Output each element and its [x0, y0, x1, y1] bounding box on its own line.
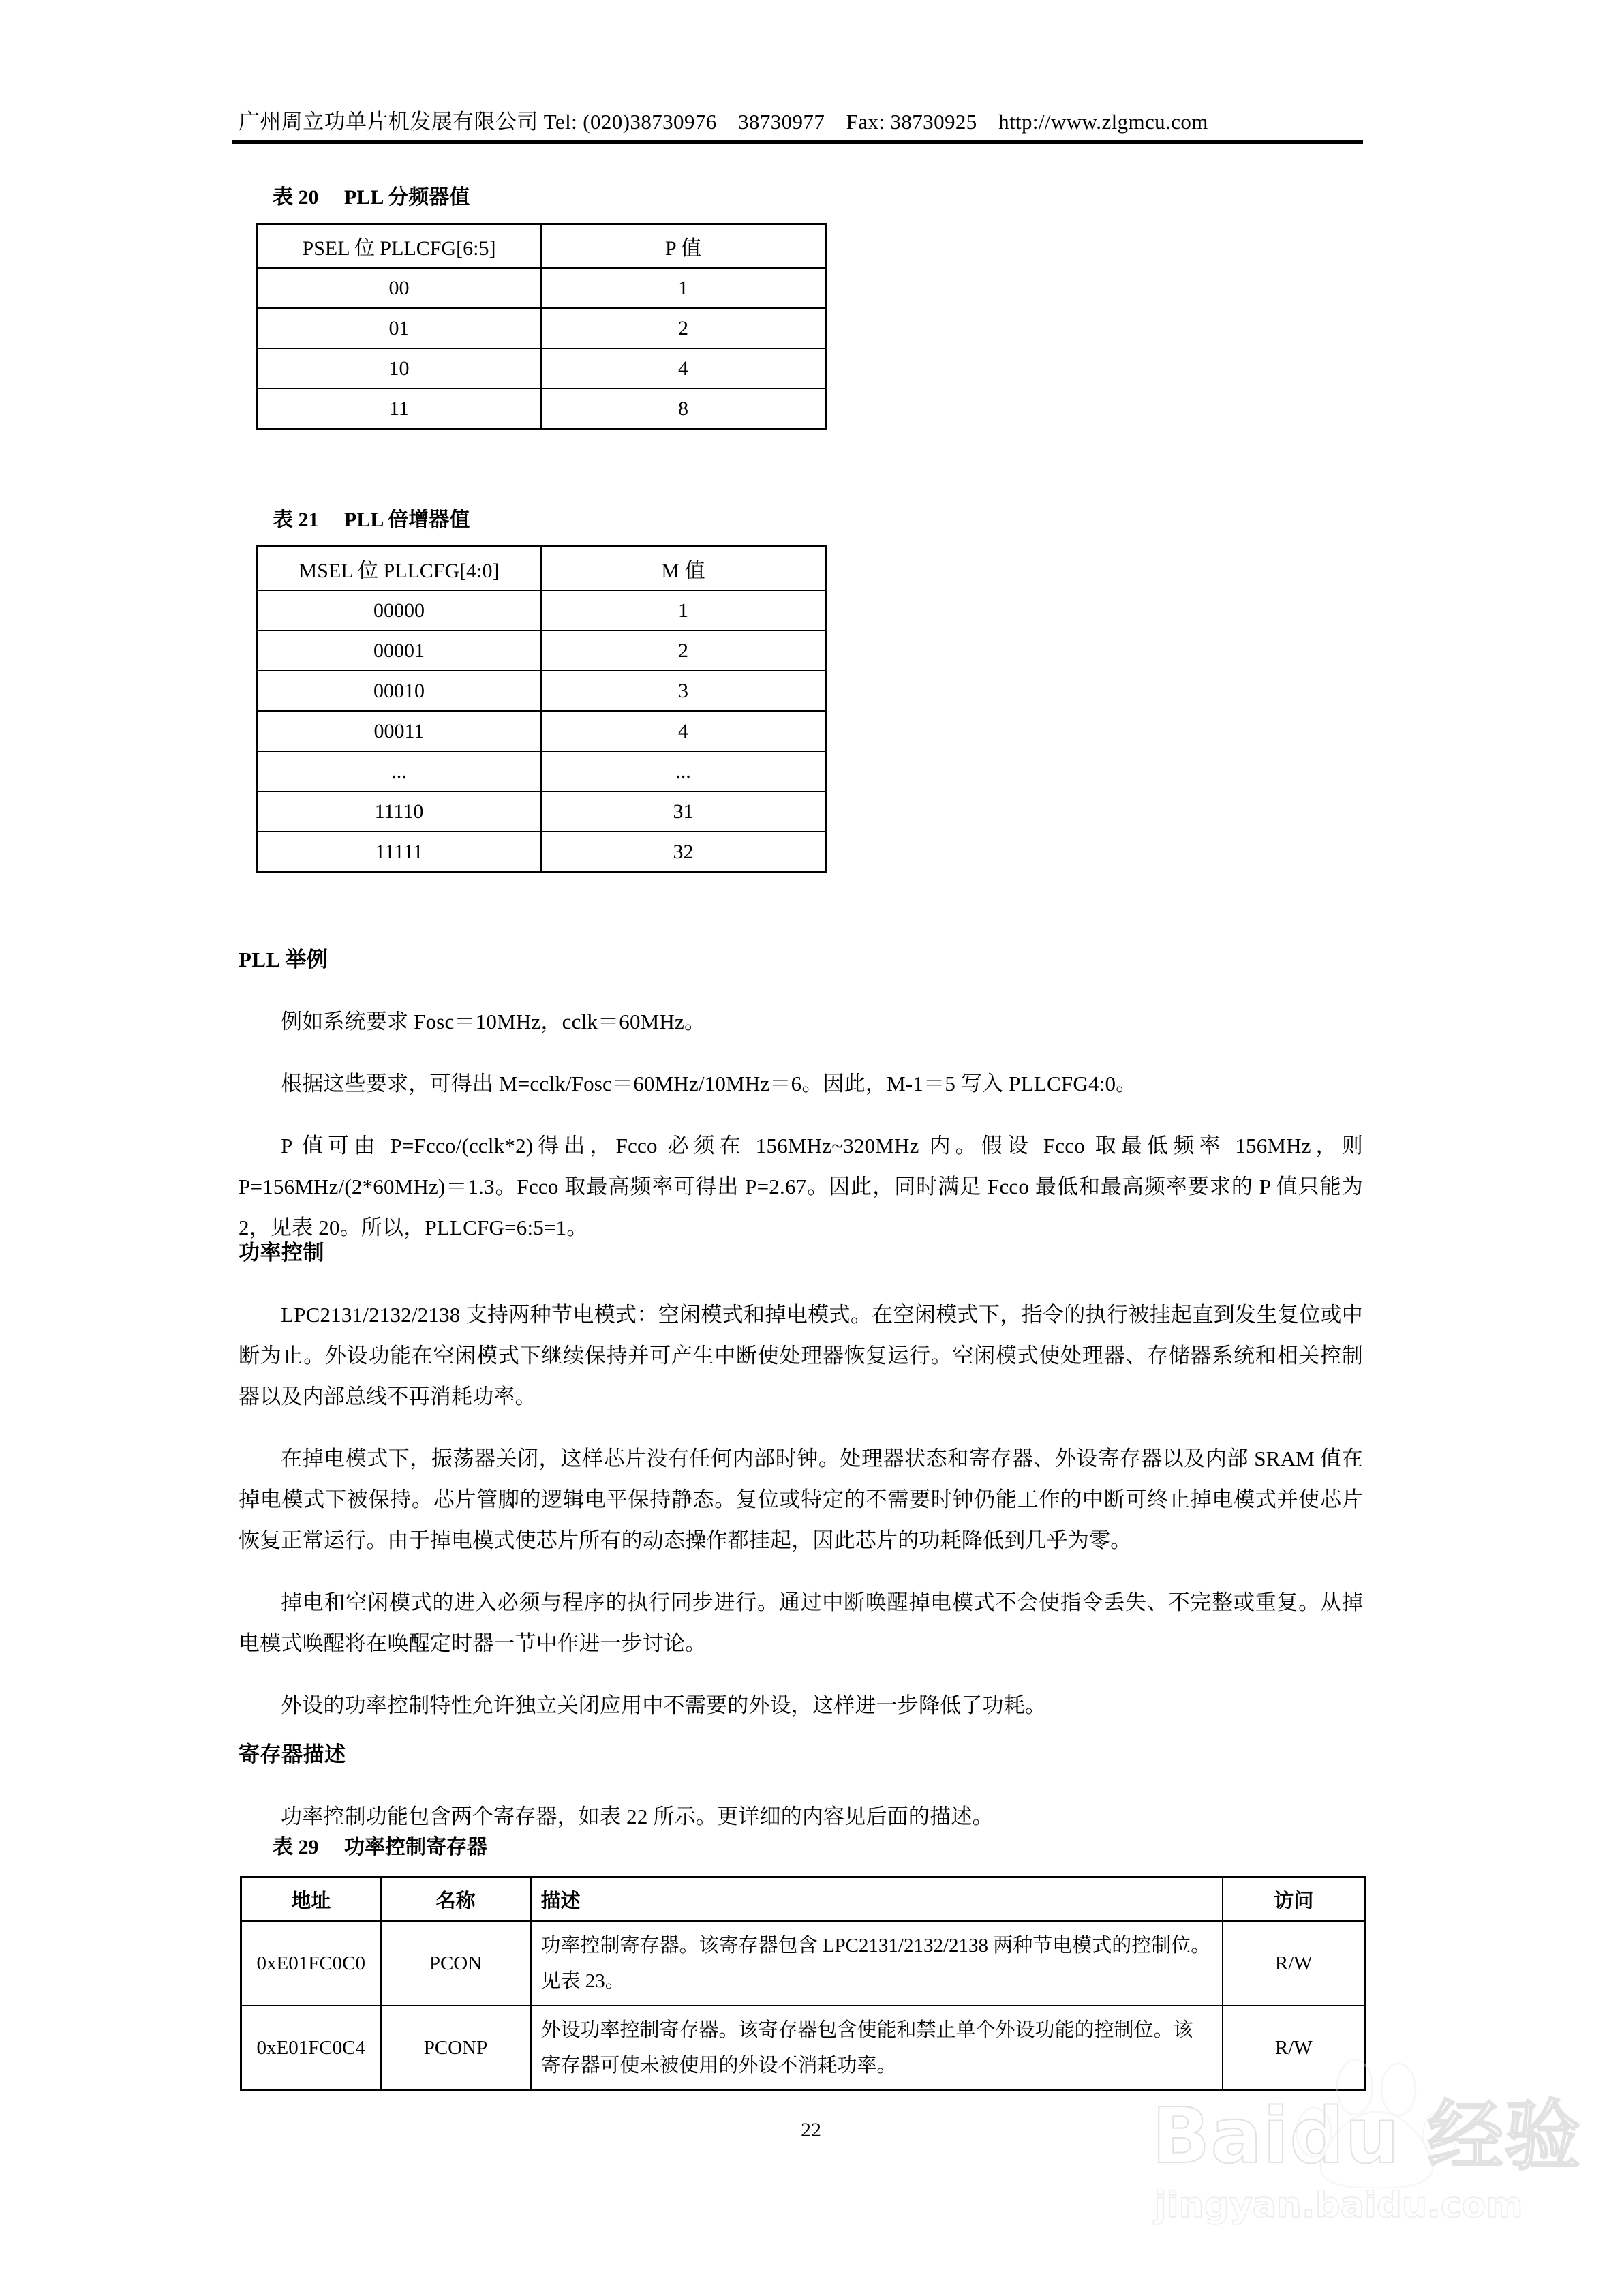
cell-m-value: ... — [541, 751, 826, 791]
column-header-address: 地址 — [241, 1877, 381, 1922]
cell-description: 功率控制寄存器。该寄存器包含 LPC2131/2132/2138 两种节电模式的控制位。见表 23。 — [531, 1921, 1223, 2006]
cell-address: 0xE01FC0C0 — [241, 1921, 381, 2006]
column-header-psel: PSEL 位 PLLCFG[6:5] — [257, 224, 542, 269]
table-row — [257, 308, 826, 348]
table20-caption-title: PLL 分频器值 — [344, 186, 470, 209]
cell-msel: ... — [257, 751, 542, 791]
column-header-msel: MSEL 位 PLLCFG[4:0] — [257, 547, 542, 591]
page-number: 22 — [801, 2119, 821, 2141]
cell-p-value: 4 — [541, 348, 826, 389]
cell-msel: 00011 — [257, 711, 542, 751]
cell-p-value: 2 — [541, 308, 826, 348]
table-header-row — [257, 224, 826, 269]
cell-m-value: 32 — [541, 832, 826, 873]
cell-description: 外设功率控制寄存器。该寄存器包含使能和禁止单个外设功能的控制位。该寄存器可使未被使用的外设不消耗功率。 — [531, 2006, 1223, 2091]
table-row — [257, 711, 826, 751]
paragraph: 根据这些要求，可得出 M=cclk/Fosc＝60MHz/10MHz＝6。因此，M-1＝5 写入 PLLCFG4:0。 — [281, 1072, 1137, 1096]
cell-access: R/W — [1223, 1921, 1366, 2006]
paragraph: LPC2131/2132/2138 支持两种节电模式：空闲模式和掉电模式。在空闲模式下，指令的执行被挂起直到发生复位或中断为止。外设功能在空闲模式下继续保持并可产生中断使处理器恢复运行。空闲模式使处理器、存储器系统和相关控制器以及内部总线不再消耗功率。 — [239, 1303, 1363, 1408]
cell-msel: 11111 — [257, 832, 542, 873]
table-row — [257, 751, 826, 791]
cell-m-value: 31 — [541, 791, 826, 832]
table21-wrapper — [256, 545, 827, 873]
register-description-heading: 寄存器描述 — [239, 1742, 346, 1766]
header-divider — [232, 140, 1363, 144]
header-company-name: 广州周立功单片机发展有限公司 — [239, 110, 538, 134]
cell-m-value: 2 — [541, 631, 826, 671]
column-header-description: 描述 — [531, 1877, 1223, 1922]
table20-wrapper — [256, 223, 827, 430]
table20-caption-number: 表 20 — [273, 186, 319, 209]
paragraph: 外设的功率控制特性允许独立关闭应用中不需要的外设，这样进一步降低了功耗。 — [281, 1693, 1047, 1717]
page-header — [232, 109, 1363, 144]
header-contact-info: Tel: (020)38730976 38730977 Fax: 38730925 http://www.zlgmcu.com — [543, 110, 1208, 134]
table29-caption — [273, 1835, 487, 1860]
table-header-row — [241, 1877, 1366, 1922]
table-row — [257, 590, 826, 631]
watermark-url: jingyan.baidu.com — [1154, 2185, 1523, 2226]
table29-power-control-registers — [240, 1876, 1366, 2091]
table29-caption-number: 表 29 — [273, 1836, 319, 1858]
cell-msel: 00000 — [257, 590, 542, 631]
pll-example-body — [239, 980, 1363, 1269]
cell-p-value: 8 — [541, 389, 826, 429]
cell-msel: 00010 — [257, 671, 542, 711]
paragraph: 功率控制功能包含两个寄存器，如表 22 所示。更详细的内容见后面的描述。 — [281, 1804, 994, 1828]
cell-m-value: 1 — [541, 590, 826, 631]
table-header-row — [257, 547, 826, 591]
cell-m-value: 4 — [541, 711, 826, 751]
table-row — [241, 1921, 1366, 2006]
table-row — [257, 268, 826, 308]
table-row — [257, 832, 826, 873]
table21-caption-number: 表 21 — [273, 509, 319, 531]
cell-register-name: PCONP — [381, 2006, 531, 2091]
watermark-brand: Baidu 经验 — [1152, 2092, 1582, 2181]
table-row — [257, 348, 826, 389]
cell-psel: 00 — [257, 268, 542, 308]
power-control-body — [239, 1273, 1363, 1747]
cell-psel: 10 — [257, 348, 542, 389]
column-header-name: 名称 — [381, 1877, 531, 1922]
header-company-contact — [232, 109, 1363, 134]
table21-caption — [273, 508, 470, 532]
table-row — [257, 631, 826, 671]
cell-msel: 11110 — [257, 791, 542, 832]
table-row — [241, 2006, 1366, 2091]
cell-p-value: 1 — [541, 268, 826, 308]
table20-pll-divider-values — [256, 223, 827, 430]
column-header-m-value: M 值 — [541, 547, 826, 591]
table-row — [257, 791, 826, 832]
cell-address: 0xE01FC0C4 — [241, 2006, 381, 2091]
column-header-access: 访问 — [1223, 1877, 1366, 1922]
paragraph: 例如系统要求 Fosc＝10MHz，cclk＝60MHz。 — [281, 1010, 706, 1033]
table-row — [257, 671, 826, 711]
cell-psel: 11 — [257, 389, 542, 429]
cell-m-value: 3 — [541, 671, 826, 711]
paragraph: 在掉电模式下，振荡器关闭，这样芯片没有任何内部时钟。处理器状态和寄存器、外设寄存器以及内部 SRAM 值在掉电模式下被保持。芯片管脚的逻辑电平保持静态。复位或特定的不需要时钟仍能工作的中断可终止掉电模式并使芯片恢复正常运行。由于掉电模式使芯片所有的动态操作都挂起，因此芯片的功耗降低到几乎为零。 — [239, 1447, 1363, 1552]
paragraph: P 值可由 P=Fcco/(cclk*2)得出，Fcco 必须在 156MHz~320MHz 内。假设 Fcco 取最低频率 156MHz，则P=156MHz/(2*60MHz)＝1.3。Fcco 取最高频率可得出 P=2.67。因此，同时满足 Fcco 最低和最高频率要求的 P 值只能为 2，见表 20。所以，PLLCFG=6:5=1。 — [239, 1134, 1363, 1239]
column-header-p-value: P 值 — [541, 224, 826, 269]
cell-msel: 00001 — [257, 631, 542, 671]
table21-pll-multiplier-values — [256, 545, 827, 873]
table-row — [257, 389, 826, 429]
table29-caption-title: 功率控制寄存器 — [344, 1836, 487, 1858]
pll-example-heading: PLL 举例 — [239, 948, 328, 971]
table29-wrapper — [240, 1876, 1366, 2091]
cell-access: R/W — [1223, 2006, 1366, 2091]
table20-caption — [273, 185, 470, 210]
paragraph: 掉电和空闲模式的进入必须与程序的执行同步进行。通过中断唤醒掉电模式不会使指令丢失、不完整或重复。从掉电模式唤醒将在唤醒定时器一节中作进一步讨论。 — [239, 1590, 1363, 1655]
cell-psel: 01 — [257, 308, 542, 348]
cell-register-name: PCON — [381, 1921, 531, 2006]
power-control-heading: 功率控制 — [239, 1241, 324, 1265]
table21-caption-title: PLL 倍增器值 — [344, 509, 470, 531]
